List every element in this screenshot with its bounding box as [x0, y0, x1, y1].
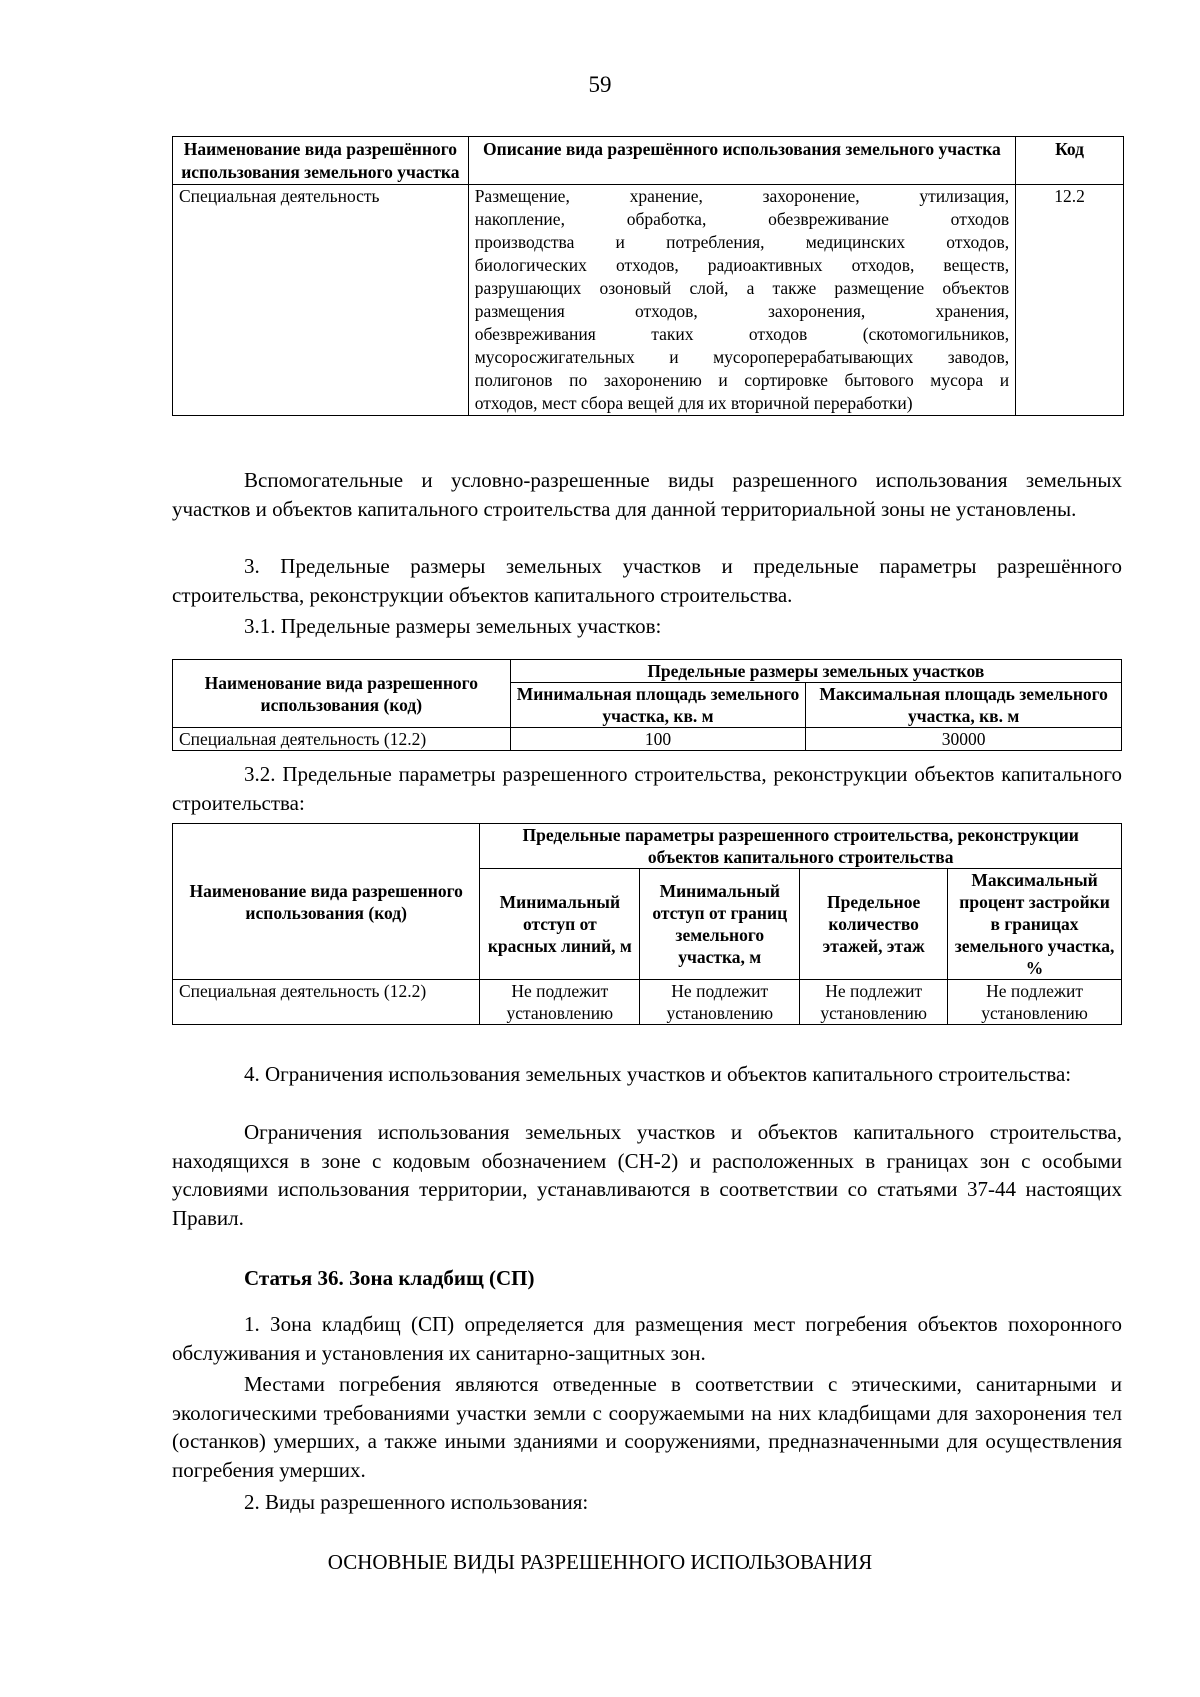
description-line: обезвреживания таких отходов (скотомогильников, [474, 324, 1010, 344]
cell-min-setback-boundaries: Не подлежит установлению [640, 980, 800, 1025]
article-heading: Статья 36. Зона кладбищ (СП) [244, 1266, 535, 1290]
cell-code: 12.2 [1016, 185, 1124, 416]
header-max-area: Максимальная площадь земельного участка, кв. м [806, 683, 1122, 728]
header-min-setback-red-lines: Минимальный отступ от красных линий, м [480, 869, 640, 980]
paragraph-auxiliary-uses: Вспомогательные и условно-разрешенные виды разрешенного использования земельных участков и объектов капитального строительства для данной территориальной зоны не установлены. [172, 468, 1122, 521]
main-uses-title: ОСНОВНЫЕ ВИДЫ РАЗРЕШЕННОГО ИСПОЛЬЗОВАНИЯ [327, 1550, 873, 1574]
cell-min-setback-red-lines: Не подлежит установлению [480, 980, 640, 1025]
page-number: 59 [588, 72, 612, 97]
construction-params-table [172, 823, 1122, 1025]
description-line: Размещение, хранение, захоронение, утилизация, [474, 186, 1010, 206]
table-header-row [173, 660, 1122, 683]
header-use-type: Наименование вида разрешенного использования (код) [173, 824, 480, 980]
paragraph-section-4: 4. Ограничения использования земельных участков и объектов капитального строительства: [244, 1062, 1072, 1086]
paragraph-section-3: 3. Предельные размеры земельных участков и предельные параметры разрешённого строительства, реконструкции объектов капитального строительства. [172, 554, 1122, 607]
header-description: Описание вида разрешённого использования земельного участка [468, 137, 1015, 185]
cell-min-area: 100 [510, 728, 806, 751]
paragraph-cemetery-zone: 1. Зона кладбищ (СП) определяется для размещения мест погребения объектов похоронного обслуживания и установления их санитарно-защитных зон. [172, 1312, 1122, 1365]
header-params-group: Предельные параметры разрешенного строительства, реконструкции объектов капитального строительства [480, 824, 1122, 869]
plot-size-table [172, 659, 1122, 751]
cell-max-coverage: Не подлежит установлению [948, 980, 1122, 1025]
description-line: производства и потребления, медицинских отходов, [474, 232, 1010, 252]
description-line: накопление, обработка, обезвреживание отходов [474, 209, 1010, 229]
cell-name: Специальная деятельность [173, 185, 469, 416]
paragraph-burial-places: Местами погребения являются отведенные в соответствии с этическими, санитарными и экологическими требованиями участки земли с сооружаемыми на них кладбищами для захоронения тел (останков) умерших, а также иными зданиями и сооружениями, предназначенными для осуществления погребения умерших. [172, 1372, 1122, 1482]
header-use-type: Наименование вида разрешенного использования (код) [173, 660, 511, 728]
description-line: биологических отходов, радиоактивных отходов, веществ, [474, 255, 1010, 275]
header-min-setback-boundaries: Минимальный отступ от границ земельного участка, м [640, 869, 800, 980]
cell-max-area: 30000 [806, 728, 1122, 751]
paragraph-restrictions: Ограничения использования земельных участков и объектов капитального строительства, находящихся в зоне с кодовым обозначением (СН-2) и расположенных в границах зон с особыми условиями использования территории, устанавливаются в соответствии со статьями 37-44 настоящих Правил. [172, 1120, 1122, 1230]
cell-use-type: Специальная деятельность (12.2) [173, 980, 480, 1025]
paragraph-section-3-1: 3.1. Предельные размеры земельных участков: [244, 614, 662, 638]
land-use-table [172, 136, 1124, 416]
header-plot-size-group: Предельные размеры земельных участков [510, 660, 1121, 683]
table-row [173, 728, 1122, 751]
table-row [173, 980, 1122, 1025]
header-max-floors: Предельное количество этажей, этаж [800, 869, 948, 980]
header-name: Наименование вида разрешённого использования земельного участка [173, 137, 469, 185]
cell-max-floors: Не подлежит установлению [800, 980, 948, 1025]
cell-use-type: Специальная деятельность (12.2) [173, 728, 511, 751]
description-line: размещения отходов, захоронения, хранения, [474, 301, 1010, 321]
description-line: полигонов по захоронению и сортировке бытового мусора и [474, 370, 1010, 390]
table-header-row [173, 137, 1124, 185]
paragraph-permitted-uses: 2. Виды разрешенного использования: [244, 1490, 589, 1514]
header-max-coverage: Максимальный процент застройки в границах земельного участка, % [948, 869, 1122, 980]
table-header-row [173, 824, 1122, 869]
cell-description [468, 185, 1015, 416]
description-line: разрушающих озоновый слой, а также размещение объектов [474, 278, 1010, 298]
description-line: отходов, мест сбора вещей для их вторичной переработки) [474, 393, 913, 413]
header-code: Код [1016, 137, 1124, 185]
header-min-area: Минимальная площадь земельного участка, кв. м [510, 683, 806, 728]
paragraph-section-3-2: 3.2. Предельные параметры разрешенного строительства, реконструкции объектов капитального строительства: [172, 762, 1122, 815]
description-line: мусоросжигательных и мусороперерабатывающих заводов, [474, 347, 1010, 367]
table-row [173, 185, 1124, 416]
